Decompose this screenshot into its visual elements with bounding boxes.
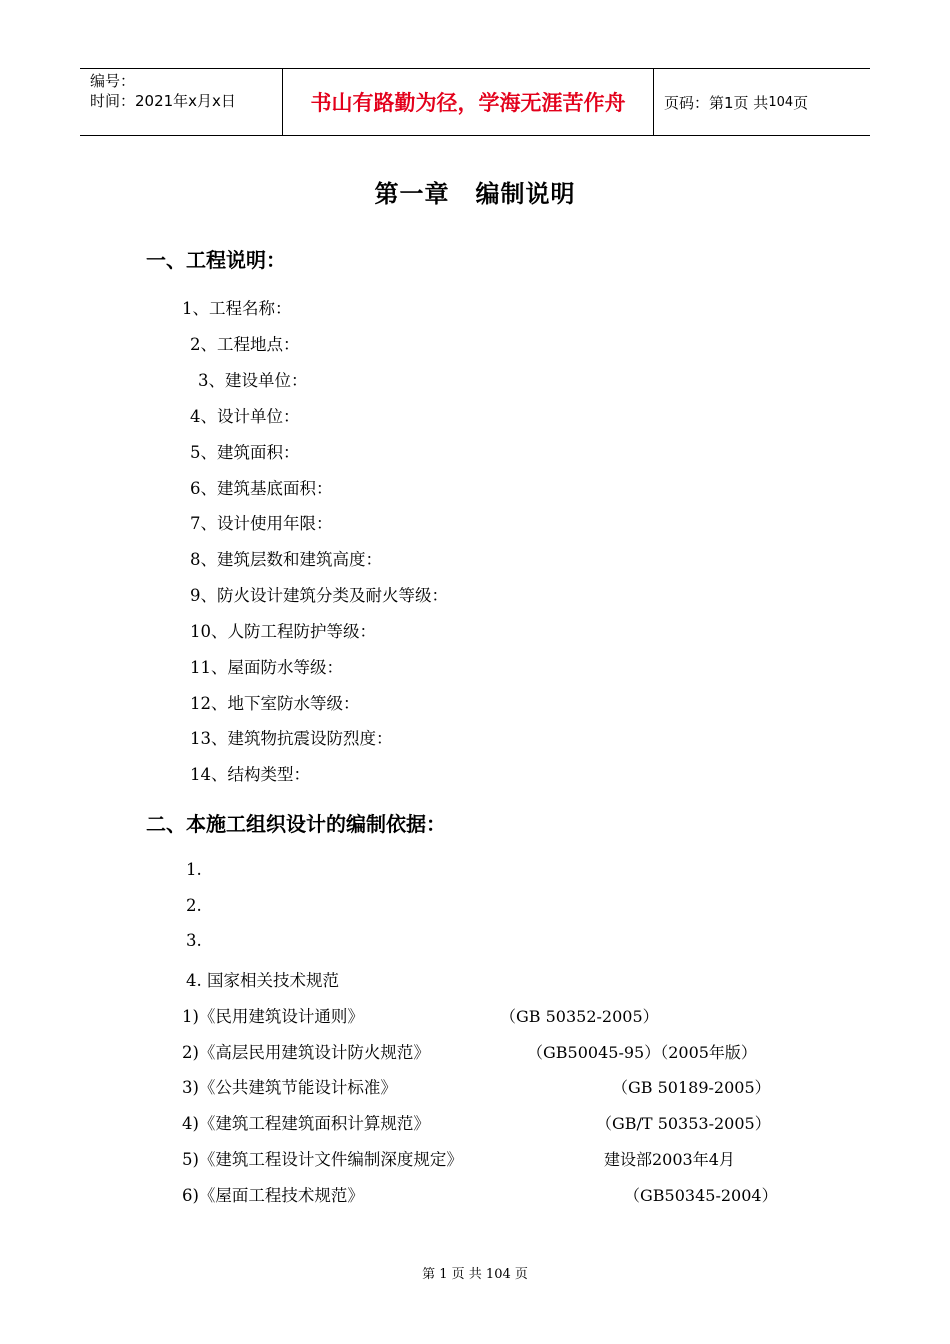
- list-item: 4. 国家相关技术规范: [186, 971, 339, 990]
- list-item: 3.: [186, 931, 202, 950]
- list-item: 7、设计使用年限：: [190, 514, 333, 533]
- reference-code: （GB 50189-2005）: [612, 1078, 771, 1097]
- reference-code: （GB 50352-2005）: [500, 1007, 659, 1026]
- reference-name: 3)《公共建筑节能设计标准》: [182, 1078, 397, 1097]
- list-item: 14、结构类型：: [190, 765, 310, 784]
- list-item: 3、建设单位：: [198, 371, 308, 390]
- chapter-number: 第一章: [374, 180, 450, 208]
- reference-code: 建设部2003年4月: [604, 1150, 735, 1169]
- section-heading-project-description: 一、工程说明：: [146, 248, 286, 272]
- chapter-name: 编制说明: [475, 180, 576, 208]
- document-number: 编号：: [90, 72, 136, 90]
- list-item: 10、人防工程防护等级：: [190, 622, 376, 641]
- list-item: 4、设计单位：: [190, 407, 300, 426]
- list-item: 5、建筑面积：: [190, 443, 300, 462]
- list-item: 2、工程地点：: [190, 335, 300, 354]
- header-slogan: 书山有路勤为径，学海无涯苦作舟: [282, 69, 654, 135]
- list-item: 2.: [186, 896, 202, 915]
- header-page-prefix: 页码：第1页 共: [664, 93, 769, 112]
- reference-code: （GB50345-2004）: [624, 1186, 778, 1205]
- list-item: 11、屋面防水等级：: [190, 658, 343, 677]
- reference-code: （GB50045-95）（2005年版）: [527, 1043, 757, 1062]
- page-footer: 第 1 页 共 104 页: [422, 1267, 528, 1282]
- header-meta: [80, 69, 282, 135]
- list-item: 9、防火设计建筑分类及耐火等级：: [190, 586, 448, 605]
- header-page-info: [654, 69, 870, 135]
- list-item: 1.: [186, 860, 202, 879]
- reference-code: （GB/T 50353-2005）: [596, 1114, 771, 1133]
- header-page-suffix: 页: [793, 93, 809, 112]
- reference-name: 6)《屋面工程技术规范》: [182, 1186, 364, 1205]
- section-heading-compilation-basis: 二、本施工组织设计的编制依据：: [146, 812, 446, 836]
- list-item: 13、建筑物抗震设防烈度：: [190, 729, 393, 748]
- reference-name: 1)《民用建筑设计通则》: [182, 1007, 364, 1026]
- list-item: 12、地下室防水等级：: [190, 694, 360, 713]
- reference-name: 2)《高层民用建筑设计防火规范》: [182, 1043, 430, 1062]
- header-page-total: 104: [768, 94, 794, 110]
- list-item: 8、建筑层数和建筑高度：: [190, 550, 382, 569]
- reference-name: 4)《建筑工程建筑面积计算规范》: [182, 1114, 430, 1133]
- reference-name: 5)《建筑工程设计文件编制深度规定》: [182, 1150, 463, 1169]
- chapter-title: [0, 174, 950, 209]
- page-header: [80, 68, 870, 136]
- list-item: 1、工程名称：: [182, 299, 292, 318]
- document-time: 时间：2021年x月x日: [90, 92, 236, 110]
- list-item: 6、建筑基底面积：: [190, 479, 333, 498]
